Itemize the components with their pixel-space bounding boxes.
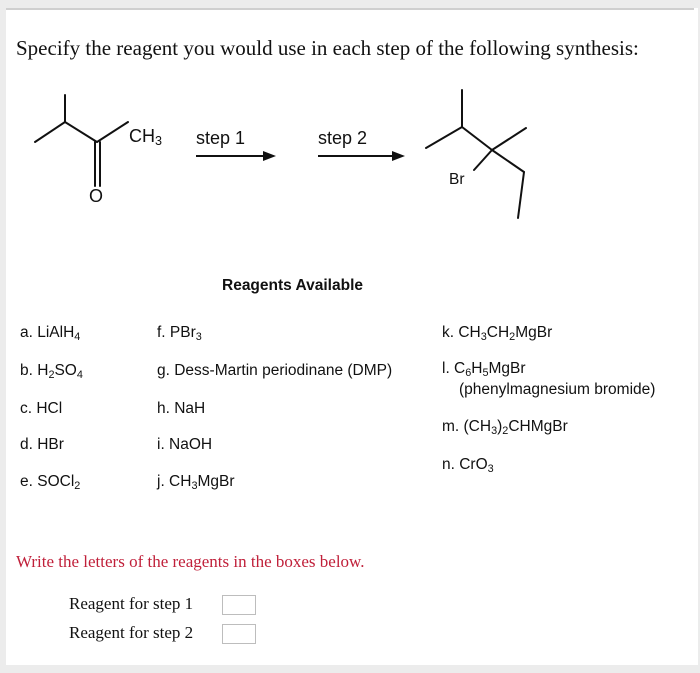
question-text: Specify the reagent you would use in each step of the following synthesis: [16, 36, 639, 60]
step1-label: step 1 [196, 128, 246, 148]
reagent-n: n. CrO$_3$ [442, 456, 494, 475]
step1-answer-box[interactable] [222, 595, 256, 615]
reagent-b: b. $H_2SO_4$ [20, 362, 83, 381]
start-bond-3 [65, 122, 97, 142]
reagent-j: j. $CH_3MgBr$ [157, 473, 235, 492]
reagent-a: a. LiAlH$_4$ [20, 324, 81, 343]
product-bond-4 [492, 128, 526, 150]
instruction-text: Write the letters of the reagents in the boxes below. [16, 552, 365, 571]
reagent-d: d. HBr [20, 436, 64, 453]
step2-label: step 2 [318, 128, 368, 148]
step1-arrowhead [263, 151, 276, 161]
start-bond-4 [97, 122, 128, 142]
product-bond-6 [518, 172, 524, 218]
ch3-label: $CH_3$ [129, 126, 163, 148]
step2-answer-label: Reagent for step 2 [69, 623, 194, 642]
product-bond-2 [426, 127, 462, 148]
step2-answer-box[interactable] [222, 624, 256, 644]
reagent-g: g. Dess-Martin periodinane (DMP) [157, 362, 393, 379]
reagent-i: i. NaOH [157, 436, 213, 453]
carbonyl-o-label: O [89, 186, 104, 206]
reagent-m: m. $(CH_3)_2CHMgBr$ [442, 418, 568, 437]
reagents-title: Reagents Available [222, 277, 363, 294]
product-bond-br [474, 150, 492, 170]
reagent-c: c. HCl [20, 400, 63, 417]
start-bond-1 [35, 122, 65, 142]
product-bond-5 [492, 150, 524, 172]
reagent-e: e. SOCl$_2$ [20, 473, 81, 492]
reagent-l-note: (phenylmagnesium bromide) [459, 381, 656, 398]
reaction-scheme [0, 0, 700, 240]
step1-answer-label: Reagent for step 1 [69, 594, 194, 613]
reagent-f: f. PBr$_3$ [157, 324, 202, 343]
reagent-l: l. $C_6H_5MgBr$ [442, 360, 526, 379]
reagent-k: k. $CH_3CH_2MgBr$ [442, 324, 553, 343]
product-bond-3 [462, 127, 492, 150]
reagent-h: h. NaH [157, 400, 206, 417]
step2-arrowhead [392, 151, 405, 161]
br-label: Br [449, 171, 465, 188]
